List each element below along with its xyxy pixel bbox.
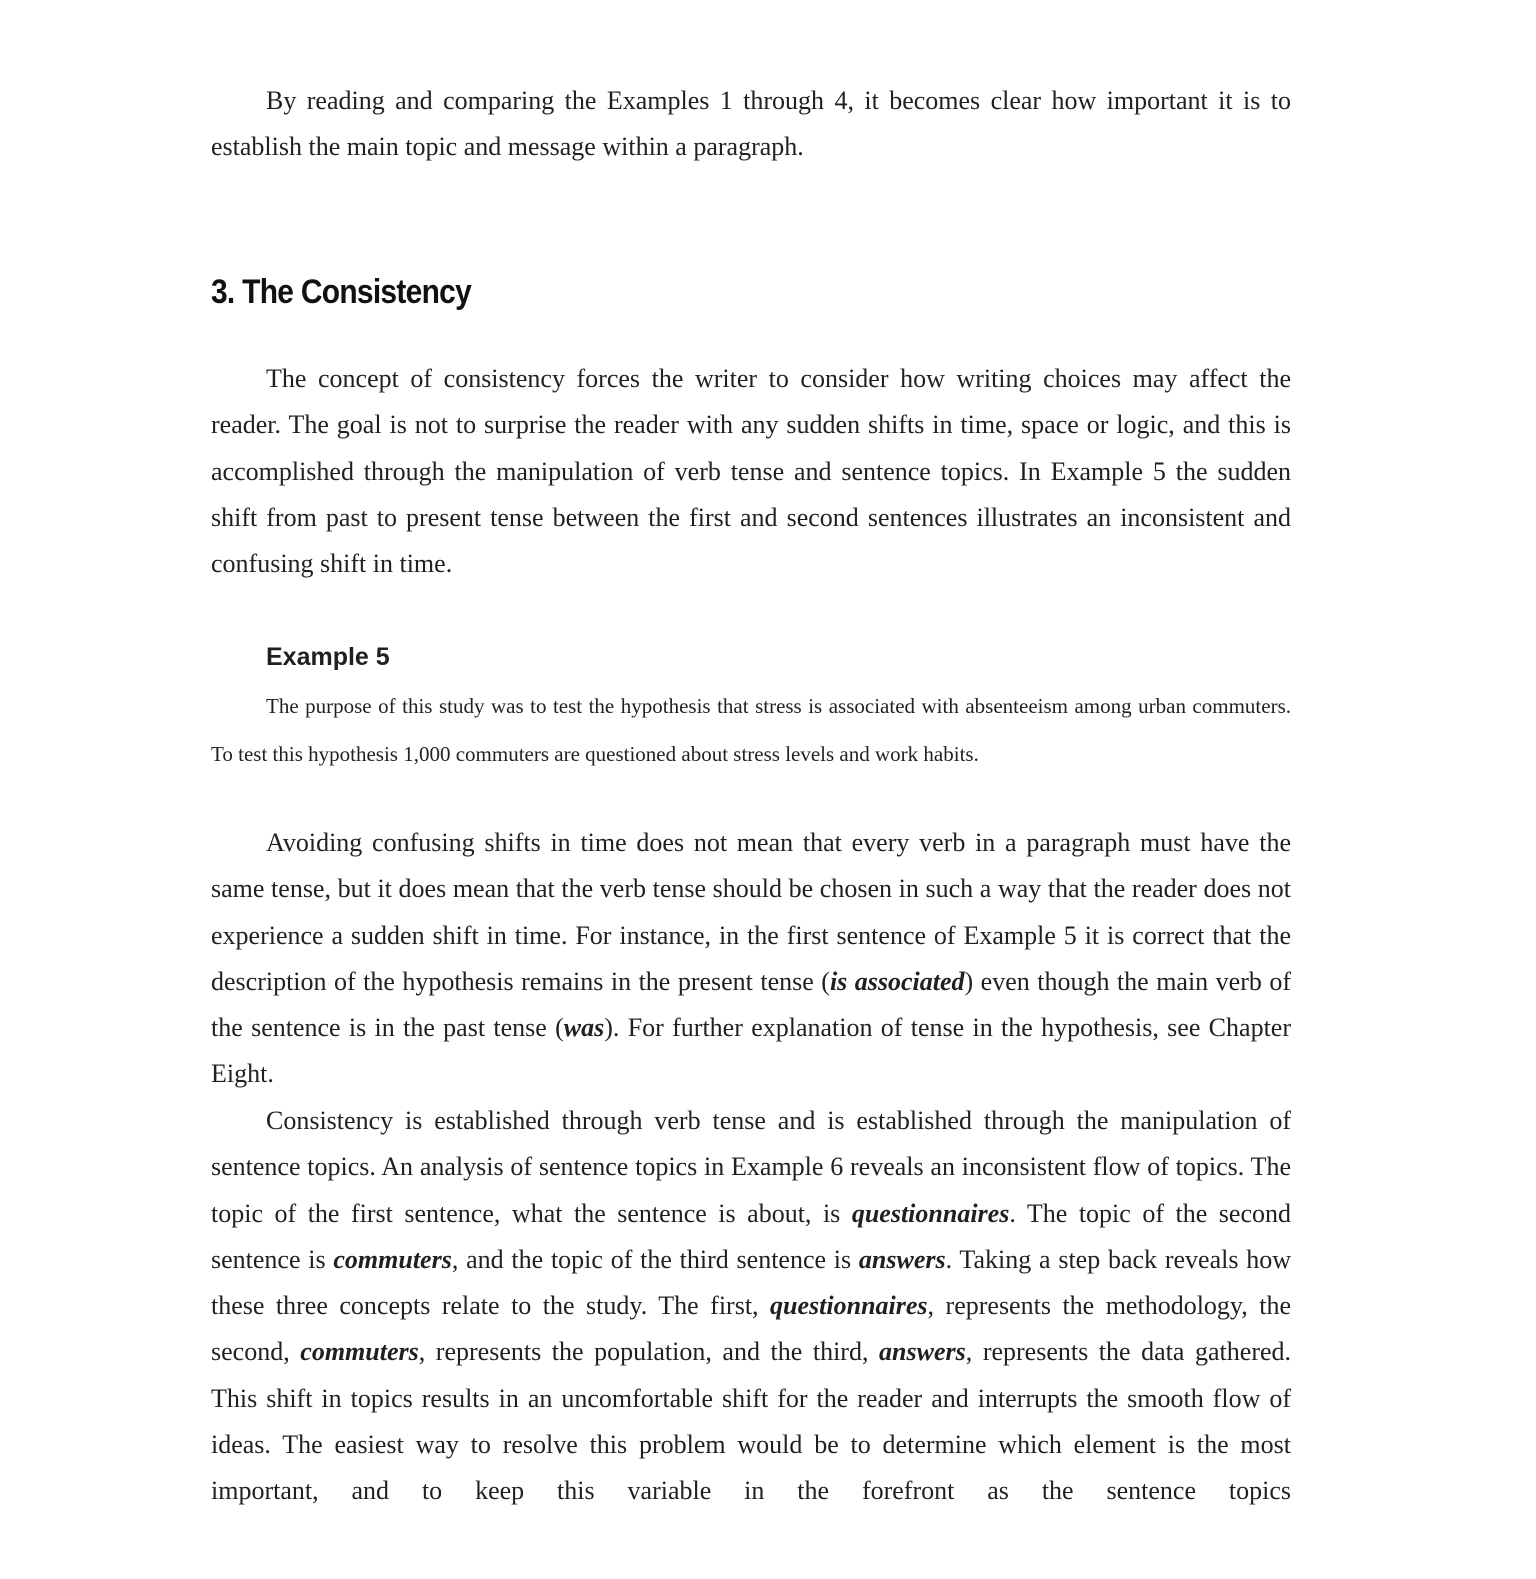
- text-span: Consistency is established through verb tense and is established through the manipulation of sentence topics. An analysis of sentence topics in Example 6 reveals an inconsistent flow of topics. The topic of the first sentence, what the sentence is about, is: [211, 1106, 1291, 1228]
- sentence-topics-paragraph: [211, 1098, 1291, 1515]
- text-span: Avoiding confusing shifts in time does not mean that every verb in a paragraph must have the same tense, but it does mean that the verb tense should be chosen in such a way that the reader does not experience a sudden shift in time. For instance, in the first sentence of Example 5 it is correct that the description of the hypothesis remains in the present tense (: [211, 828, 1291, 996]
- text-span: , represents the population, and the third,: [418, 1337, 880, 1367]
- emphasis-term: answers: [879, 1337, 966, 1367]
- emphasis-term: commuters: [333, 1244, 452, 1274]
- emphasis-term: was: [563, 1013, 605, 1043]
- text-span: ). For further explanation of tense in the hypothesis, see Chapter Eight.: [211, 1013, 1291, 1089]
- avoiding-shifts-paragraph: [211, 820, 1291, 1098]
- emphasis-term: questionnaires: [770, 1291, 928, 1321]
- section-heading: 3. The Consistency: [211, 273, 472, 311]
- emphasis-term: answers: [858, 1244, 946, 1274]
- text-span: , and the topic of the third sentence is: [451, 1244, 859, 1274]
- text-span: ) even though the main verb of the sentence is in the past tense (: [211, 966, 1291, 1043]
- text-span: , represents the methodology, the second,: [211, 1291, 1291, 1367]
- emphasis-term: is associated: [829, 966, 965, 996]
- text-span: . The topic of the second sentence is: [211, 1198, 1292, 1274]
- example-5-text: The purpose of this study was to test the hypothesis that stress is associated with absenteeism among urban commuters. To test this hypothesis 1,000 commuters are questioned about stress levels and work habits.: [211, 694, 1291, 766]
- intro-paragraph: By reading and comparing the Examples 1 through 4, it becomes clear how important it is to establish the main topic and message within a paragraph.: [211, 86, 1291, 162]
- example-5-title: Example 5: [266, 643, 390, 671]
- text-span: . Taking a step back reveals how these three concepts relate to the study. The first,: [211, 1244, 1291, 1321]
- emphasis-term: questionnaires: [851, 1198, 1010, 1228]
- consistency-paragraph: The concept of consistency forces the writer to consider how writing choices may affect the reader. The goal is not to surprise the reader with any sudden shifts in time, space or logic, and this is accomplished through the manipulation of verb tense and sentence topics. In Example 5 the sudden shift from past to present tense between the first and second sentences illustrates an inconsistent and confusing shift in time.: [211, 364, 1291, 579]
- emphasis-term: commuters: [300, 1337, 419, 1367]
- text-span: , represents the data gathered. This shift in topics results in an uncomfortable shift for the reader and interrupts the smooth flow of ideas. The easiest way to resolve this problem would be to determine which element is the most important, and to keep this variable in the forefront as the sentence topics: [211, 1337, 1292, 1506]
